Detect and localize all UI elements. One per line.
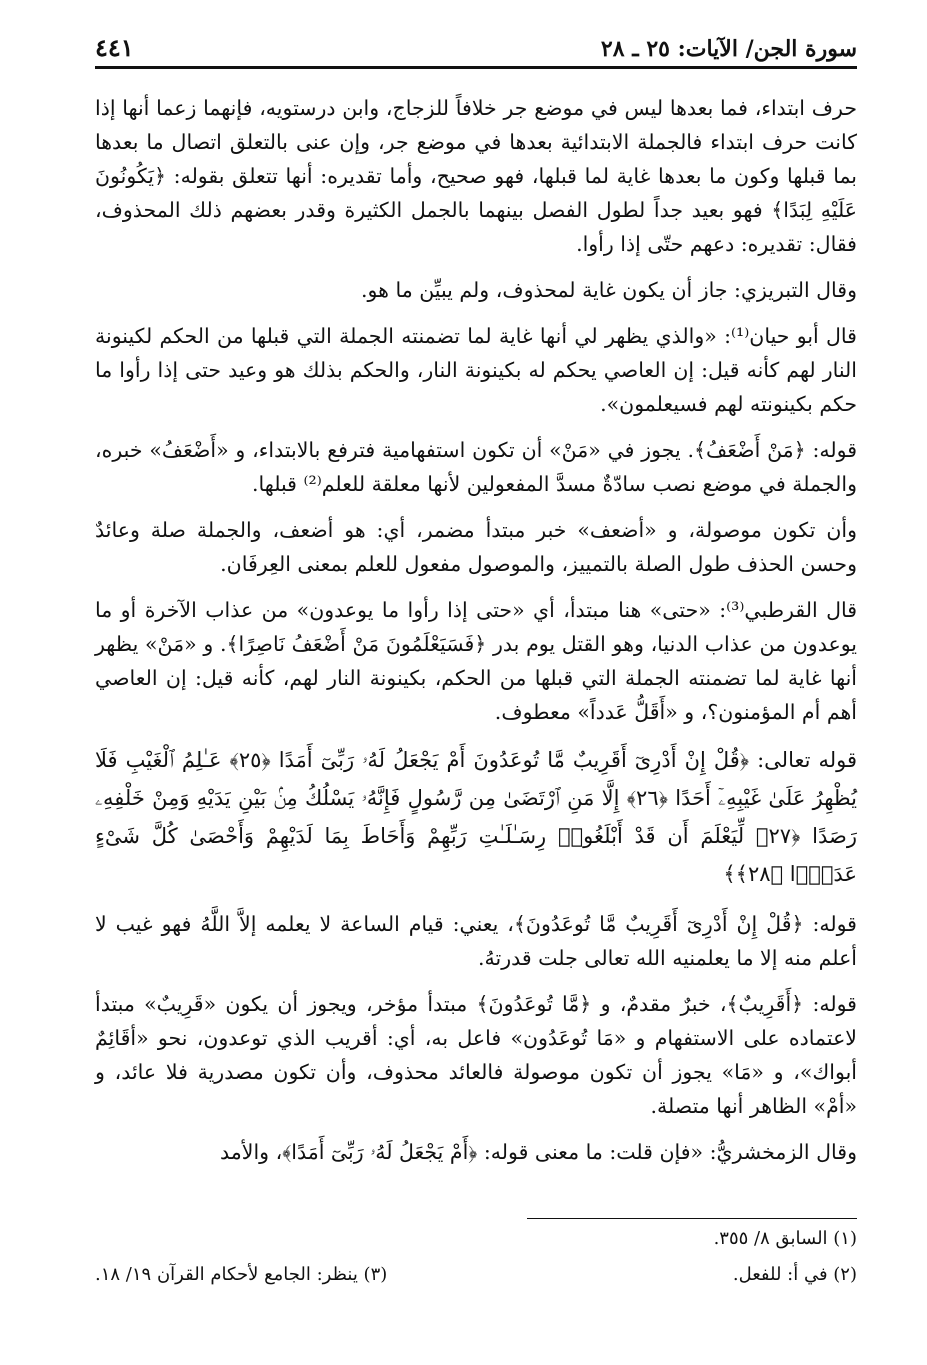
paragraph: وقال التبريزي: جاز أن يكون غاية لمحذوف، ولم يبيِّن ما هو. [361, 278, 857, 302]
page-header [95, 22, 857, 69]
footnote-3: (٣) ينظر: الجامع لأحكام القرآن ١٩/ ١٨. [95, 1264, 388, 1285]
footnote-1: (١) السابق ٨/ ٣٥٥. [713, 1228, 857, 1249]
running-title: سورة الجن/ الآيات: ٢٥ ـ ٢٨ [600, 36, 857, 62]
paragraph: وأن تكون موصولة، و «أضعف» خبر مبتدأ مضمر، أي: هو أضعف، والجملة صلة وعائدٌ وحسن الحذف طول الصلة بالتمييز، والموصول مفعول للعلم بمعنى العِرفَان. [95, 518, 857, 576]
quran-verses: قوله تعالى: ﴿قُلْ إِنْ أَدْرِىٓ أَقَرِيبٌ مَّا تُوعَدُونَ أَمْ يَجْعَلُ لَهُۥ رَبِّىٓ أَمَدًا ﴿٢٥﴾ عَـٰلِمُ ٱلْغَيْبِ فَلَا يُظْهِرُ عَلَىٰ غَيْبِهِۦٓ أَحَدًا ﴿٢٦﴾ إِلَّا مَنِ ٱرْتَضَىٰ مِن رَّسُولٍ فَإِنَّهُۥ يَسْلُكُ مِنۢ بَيْنِ يَدَيْهِ وَمِنْ خَلْفِهِۦ رَصَدًا ﴿٢٧﴾ لِّيَعْلَمَ أَن قَدْ أَبْلَغُوا۟ رِسَـٰلَـٰتِ رَبِّهِمْ وَأَحَاطَ بِمَا لَدَيْهِمْ وَأَحْصَىٰ كُلَّ شَىْءٍ عَدَدًۢا ﴿٢٨﴾﴾ [95, 748, 858, 886]
paragraph: قال أبو حيان⁽¹⁾: «والذي يظهر لي أنها غاية لما تضمنته الجملة التي قبلها من الحكم لكينونة النار لهم كأنه قيل: إن العاصي يحكم له بكينونة النار، والحكم بذلك هو وعيد حتى إذا رأوا ما حكم بكينونته لهم فسيعلمون». [95, 324, 857, 416]
paragraph: وقال الزمخشريُّ: «فإن قلت: ما معنى قوله: ﴿أَمْ يَجْعَلُ لَهُۥ رَبِّىٓ أَمَدًا﴾، والأمد [220, 1140, 857, 1164]
main-text [95, 91, 857, 1169]
paragraph: حرف ابتداء، فما بعدها ليس في موضع جر خلافاً للزجاج، وابن درستويه، فإنهما زعما أنها إذا كانت حرف ابتداء فالجملة الابتدائية بعدها في موضع جر، وإن عنى بالتعلق اتصال ما بعدها بما قبلها وكون ما بعدها غاية لما قبلها، فهو صحيح، وأما تقديره: أنها تتعلق بقوله: ﴿يَكُونُونَ عَلَيْهِ لِبَدًا﴾ فهو بعيد جداً لطول الفصل بينهما بالجمل الكثيرة وقدر بعضهم ذلك المحذوف، فقال: تقديره: دعهم حتّى إذا رأوا. [95, 96, 857, 256]
footnotes [95, 1218, 857, 1293]
footnote-divider [527, 1218, 857, 1219]
footnote-row [95, 1257, 857, 1293]
footnote-2: (٢) في أ: للفعل. [732, 1264, 857, 1285]
paragraph: قوله: ﴿أَقَرِيبٌ﴾، خبرٌ مقدمٌ، و ﴿مَّا تُوعَدُونَ﴾ مبتدأ مؤخر، ويجوز أن يكون «قَرِيبٌ» مبتدأ لاعتماده على الاستفهام و «مَا تُوعَدُون» فاعل به، أي: أقريب الذي توعدون، نحو «أقَائِمٌ أبواك»، و «مَا» يجوز أن تكون موصولة فالعائد محذوف، وأن تكون مصدرية فلا عائد، و «أمْ» الظاهر أنها متصلة. [95, 992, 857, 1118]
paragraph: قوله: ﴿قُلْ إِنْ أَدْرِىٓ أَقَرِيبٌ مَّا تُوعَدُونَ﴾، يعني: قيام الساعة لا يعلمه إلاَّ اللَّهُ فهو غيب لا أعلم منه إلا ما يعلمنيه الله تعالى جلت قدرتهُ. [95, 912, 857, 970]
paragraph: قال القرطبي⁽³⁾: «حتى» هنا مبتدأ، أي «حتى إذا رأوا ما يوعدون» من عذاب الآخرة أو ما يوعدون من عذاب الدنيا، وهو القتل يوم بدر ﴿فَسَيَعْلَمُونَ مَنْ أَضْعَفُ نَاصِرًا﴾. و «مَنْ» يظهر أنها غاية لما تضمنته الجملة التي قبلها من الحكم، بكينونة النار لهم، كأنه قيل: إن العاصي أهم أم المؤمنون؟، و «أَقَلُّ عَدداً» معطوف. [95, 598, 858, 724]
page-number: ٤٤١ [95, 33, 134, 62]
paragraph: قوله: ﴿مَنْ أَضْعَفُ﴾. يجوز في «مَنْ» أن تكون استفهامية فترفع بالابتداء، و «أَضْعَفُ» خبره، والجملة في موضع نصب سادّةٌ مسدَّ المفعولين لأنها معلقة للعلم⁽²⁾ قبلها. [95, 438, 857, 496]
